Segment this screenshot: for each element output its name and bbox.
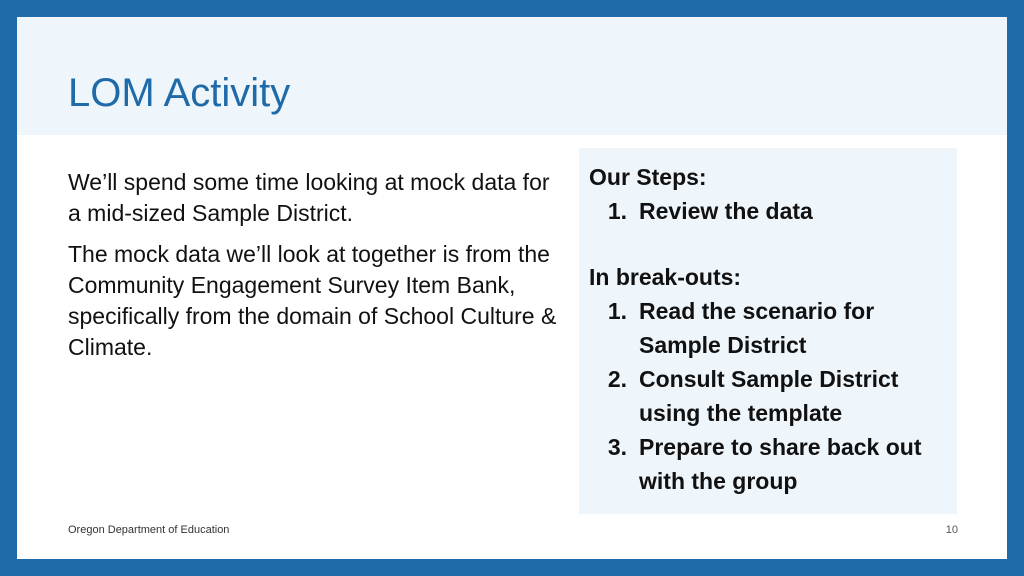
slide-title: LOM Activity: [68, 71, 291, 115]
page-number: 10: [945, 524, 958, 536]
slide: [17, 17, 1007, 559]
list-item: [589, 362, 947, 430]
list-item: [589, 194, 947, 228]
breakouts-heading: In break-outs:: [589, 264, 742, 290]
item-text: Read the scenario for Sample District: [639, 298, 875, 358]
breakouts-list: [589, 294, 947, 498]
paragraph: The mock data we’ll look at together is from the Community Engagement Survey Item Bank, specifically from the domain of School Culture & Climate.: [68, 241, 557, 360]
item-number: 2.: [607, 366, 627, 392]
item-number: 3.: [607, 434, 627, 460]
list-item: [589, 430, 947, 498]
body-text: [68, 167, 558, 373]
item-number: 1.: [607, 298, 627, 324]
footer-text: Oregon Department of Education: [68, 524, 230, 536]
steps-list: [589, 194, 947, 228]
item-text: Review the data: [639, 198, 813, 224]
item-number: 1.: [607, 198, 627, 224]
steps-panel: [579, 148, 957, 514]
item-text: Prepare to share back out with the group: [639, 434, 922, 494]
item-text: Consult Sample District using the template: [639, 366, 899, 426]
paragraph: We’ll spend some time looking at mock data for a mid-sized Sample District.: [68, 169, 550, 226]
steps-heading: Our Steps:: [589, 164, 707, 190]
list-item: [589, 294, 947, 362]
slide-header: [17, 17, 1007, 135]
